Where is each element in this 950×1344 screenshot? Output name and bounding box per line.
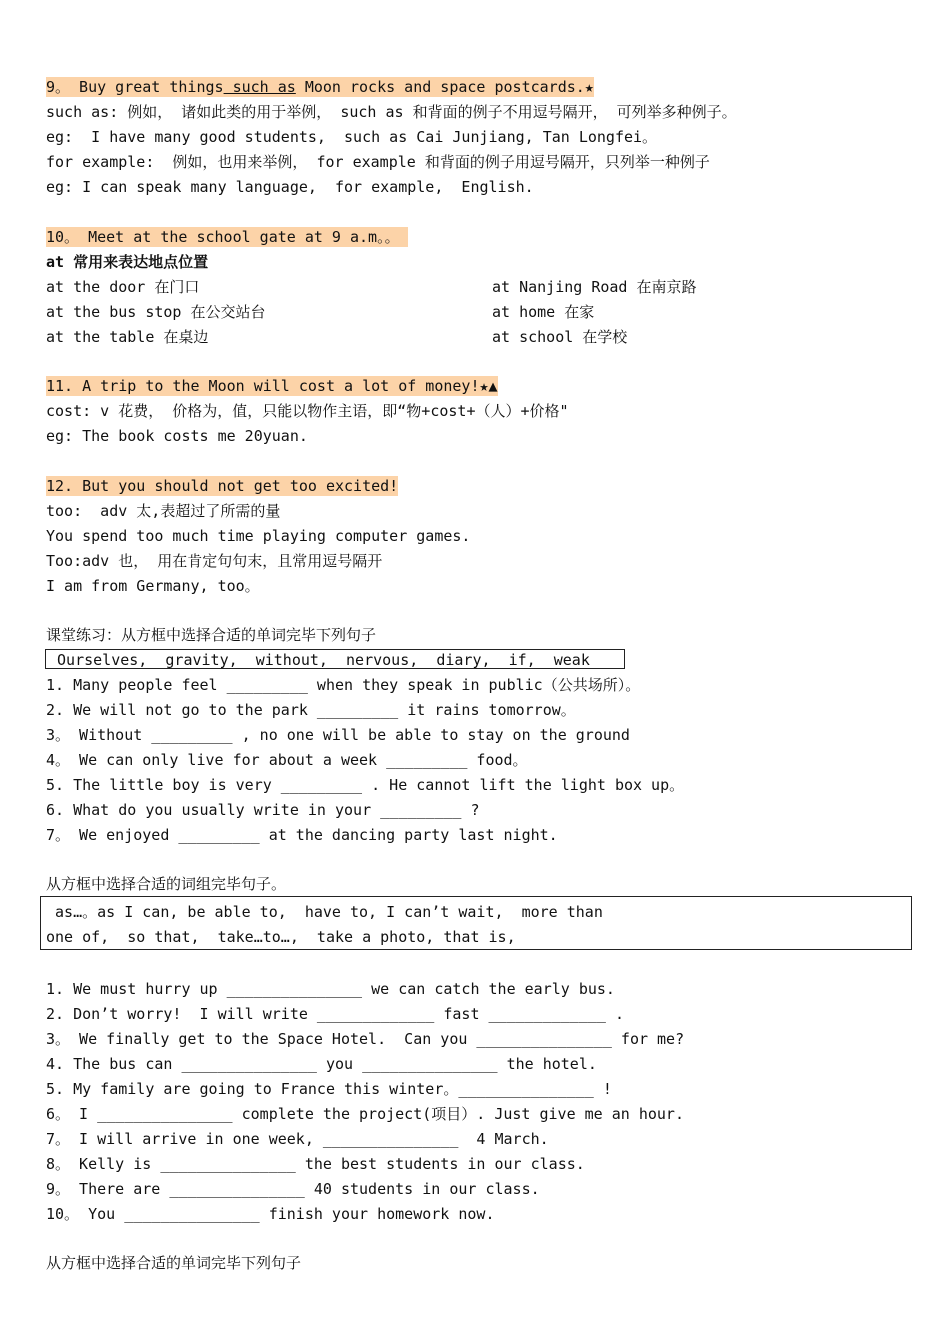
exercise-2-item-9: 9。 There are _______________ 40 students in our class. xyxy=(46,1180,540,1198)
exercise-1-item-6: 6. What do you usually write in your _________ ? xyxy=(46,801,480,819)
section-12-line-2: You spend too much time playing computer games. xyxy=(46,527,471,545)
section-10-right-2: at home 在家 xyxy=(492,303,595,321)
section-12-line-4: I am from Germany, too。 xyxy=(46,577,260,595)
exercise-1-item-7: 7。 We enjoyed _________ at the dancing party last night. xyxy=(46,826,558,844)
section-10-left-3: at the table 在桌边 xyxy=(46,328,209,346)
exercise-2-box-line-1: as…。as I can, be able to, have to, I can’t wait, more than xyxy=(46,903,603,921)
section-9-line-2: eg: I have many good students, such as Cai Junjiang, Tan Longfei。 xyxy=(46,128,658,146)
exercise-1-heading: 课堂练习：从方框中选择合适的单词完毕下列句子 xyxy=(46,626,377,644)
exercise-1-item-5: 5. The little boy is very _________ . He cannot lift the light box up。 xyxy=(46,776,685,794)
section-12-title: 12. But you should not get too excited! xyxy=(46,477,399,495)
exercise-2-item-6: 6。 I _______________ complete the project(项目）. Just give me an hour. xyxy=(46,1105,684,1123)
exercise-2-item-4: 4. The bus can _______________ you _______________ the hotel. xyxy=(46,1055,597,1073)
exercise-2-item-2: 2. Don’t worry! I will write _____________ fast _____________ . xyxy=(46,1005,624,1023)
exercise-2-item-7: 7。 I will arrive in one week, _______________ 4 March. xyxy=(46,1130,549,1148)
exercise-1-word-box-text: Ourselves, gravity, without, nervous, diary, if, weak xyxy=(48,651,590,669)
exercise-2-box-line-2: one of, so that, take…to…, take a photo, that is, xyxy=(46,928,516,946)
exercise-2-heading: 从方框中选择合适的词组完毕句子。 xyxy=(46,875,287,893)
section-11-title: 11. A trip to the Moon will cost a lot of money!★▲ xyxy=(46,377,498,395)
section-11-line-2: eg: The book costs me 20yuan. xyxy=(46,427,308,445)
section-10-right-3: at school 在学校 xyxy=(492,328,628,346)
section-10-right-1: at Nanjing Road 在南京路 xyxy=(492,278,697,296)
exercise-2-item-5: 5. My family are going to France this winter。_______________ ! xyxy=(46,1080,612,1098)
section-9-title-pre: 9。 Buy great things xyxy=(46,78,224,96)
section-9-title xyxy=(46,77,594,97)
exercise-3-heading: 从方框中选择合适的单词完毕下列句子 xyxy=(46,1254,302,1272)
exercise-2-item-3: 3。 We finally get to the Space Hotel. Can you _______________ for me? xyxy=(46,1030,685,1048)
section-10-title: 10。 Meet at the school gate at 9 a.m。。 xyxy=(46,227,408,247)
section-9-title-underlined: such as xyxy=(223,78,296,96)
exercise-1-item-2: 2. We will not go to the park _________ it rains tomorrow。 xyxy=(46,701,576,719)
section-10-subtitle: at 常用来表达地点位置 xyxy=(46,253,209,271)
section-9-line-4: eg: I can speak many language, for example, English. xyxy=(46,178,534,196)
section-10-left-2: at the bus stop 在公交站台 xyxy=(46,303,266,321)
exercise-1-item-1: 1. Many people feel _________ when they speak in public（公共场所）。 xyxy=(46,676,641,694)
exercise-2-item-10: 10。 You _______________ finish your homework now. xyxy=(46,1205,495,1223)
section-10-left-1: at the door 在门口 xyxy=(46,278,200,296)
exercise-2-item-8: 8。 Kelly is _______________ the best students in our class. xyxy=(46,1155,585,1173)
section-9-line-1: such as: 例如， 诸如此类的用于举例， such as 和背面的例子不用逗号隔开， 可列举多种例子。 xyxy=(46,103,737,121)
exercise-2-item-1: 1. We must hurry up _______________ we can catch the early bus. xyxy=(46,980,615,998)
section-12-line-3: Too:adv 也， 用在肯定句句末，且常用逗号隔开 xyxy=(46,552,383,570)
exercise-1-item-4: 4。 We can only live for about a week _________ food。 xyxy=(46,751,528,769)
section-9-line-3: for example: 例如，也用来举例， for example 和背面的例子用逗号隔开，只列举一种例子 xyxy=(46,153,710,171)
section-11-line-1: cost: v 花费， 价格为，值，只能以物作主语，即“物+cost+（人）+价格" xyxy=(46,402,569,420)
exercise-1-item-3: 3。 Without _________ , no one will be able to stay on the ground xyxy=(46,726,630,744)
section-12-line-1: too: adv 太,表超过了所需的量 xyxy=(46,502,281,520)
section-9-title-post: Moon rocks and space postcards.★ xyxy=(295,78,594,96)
